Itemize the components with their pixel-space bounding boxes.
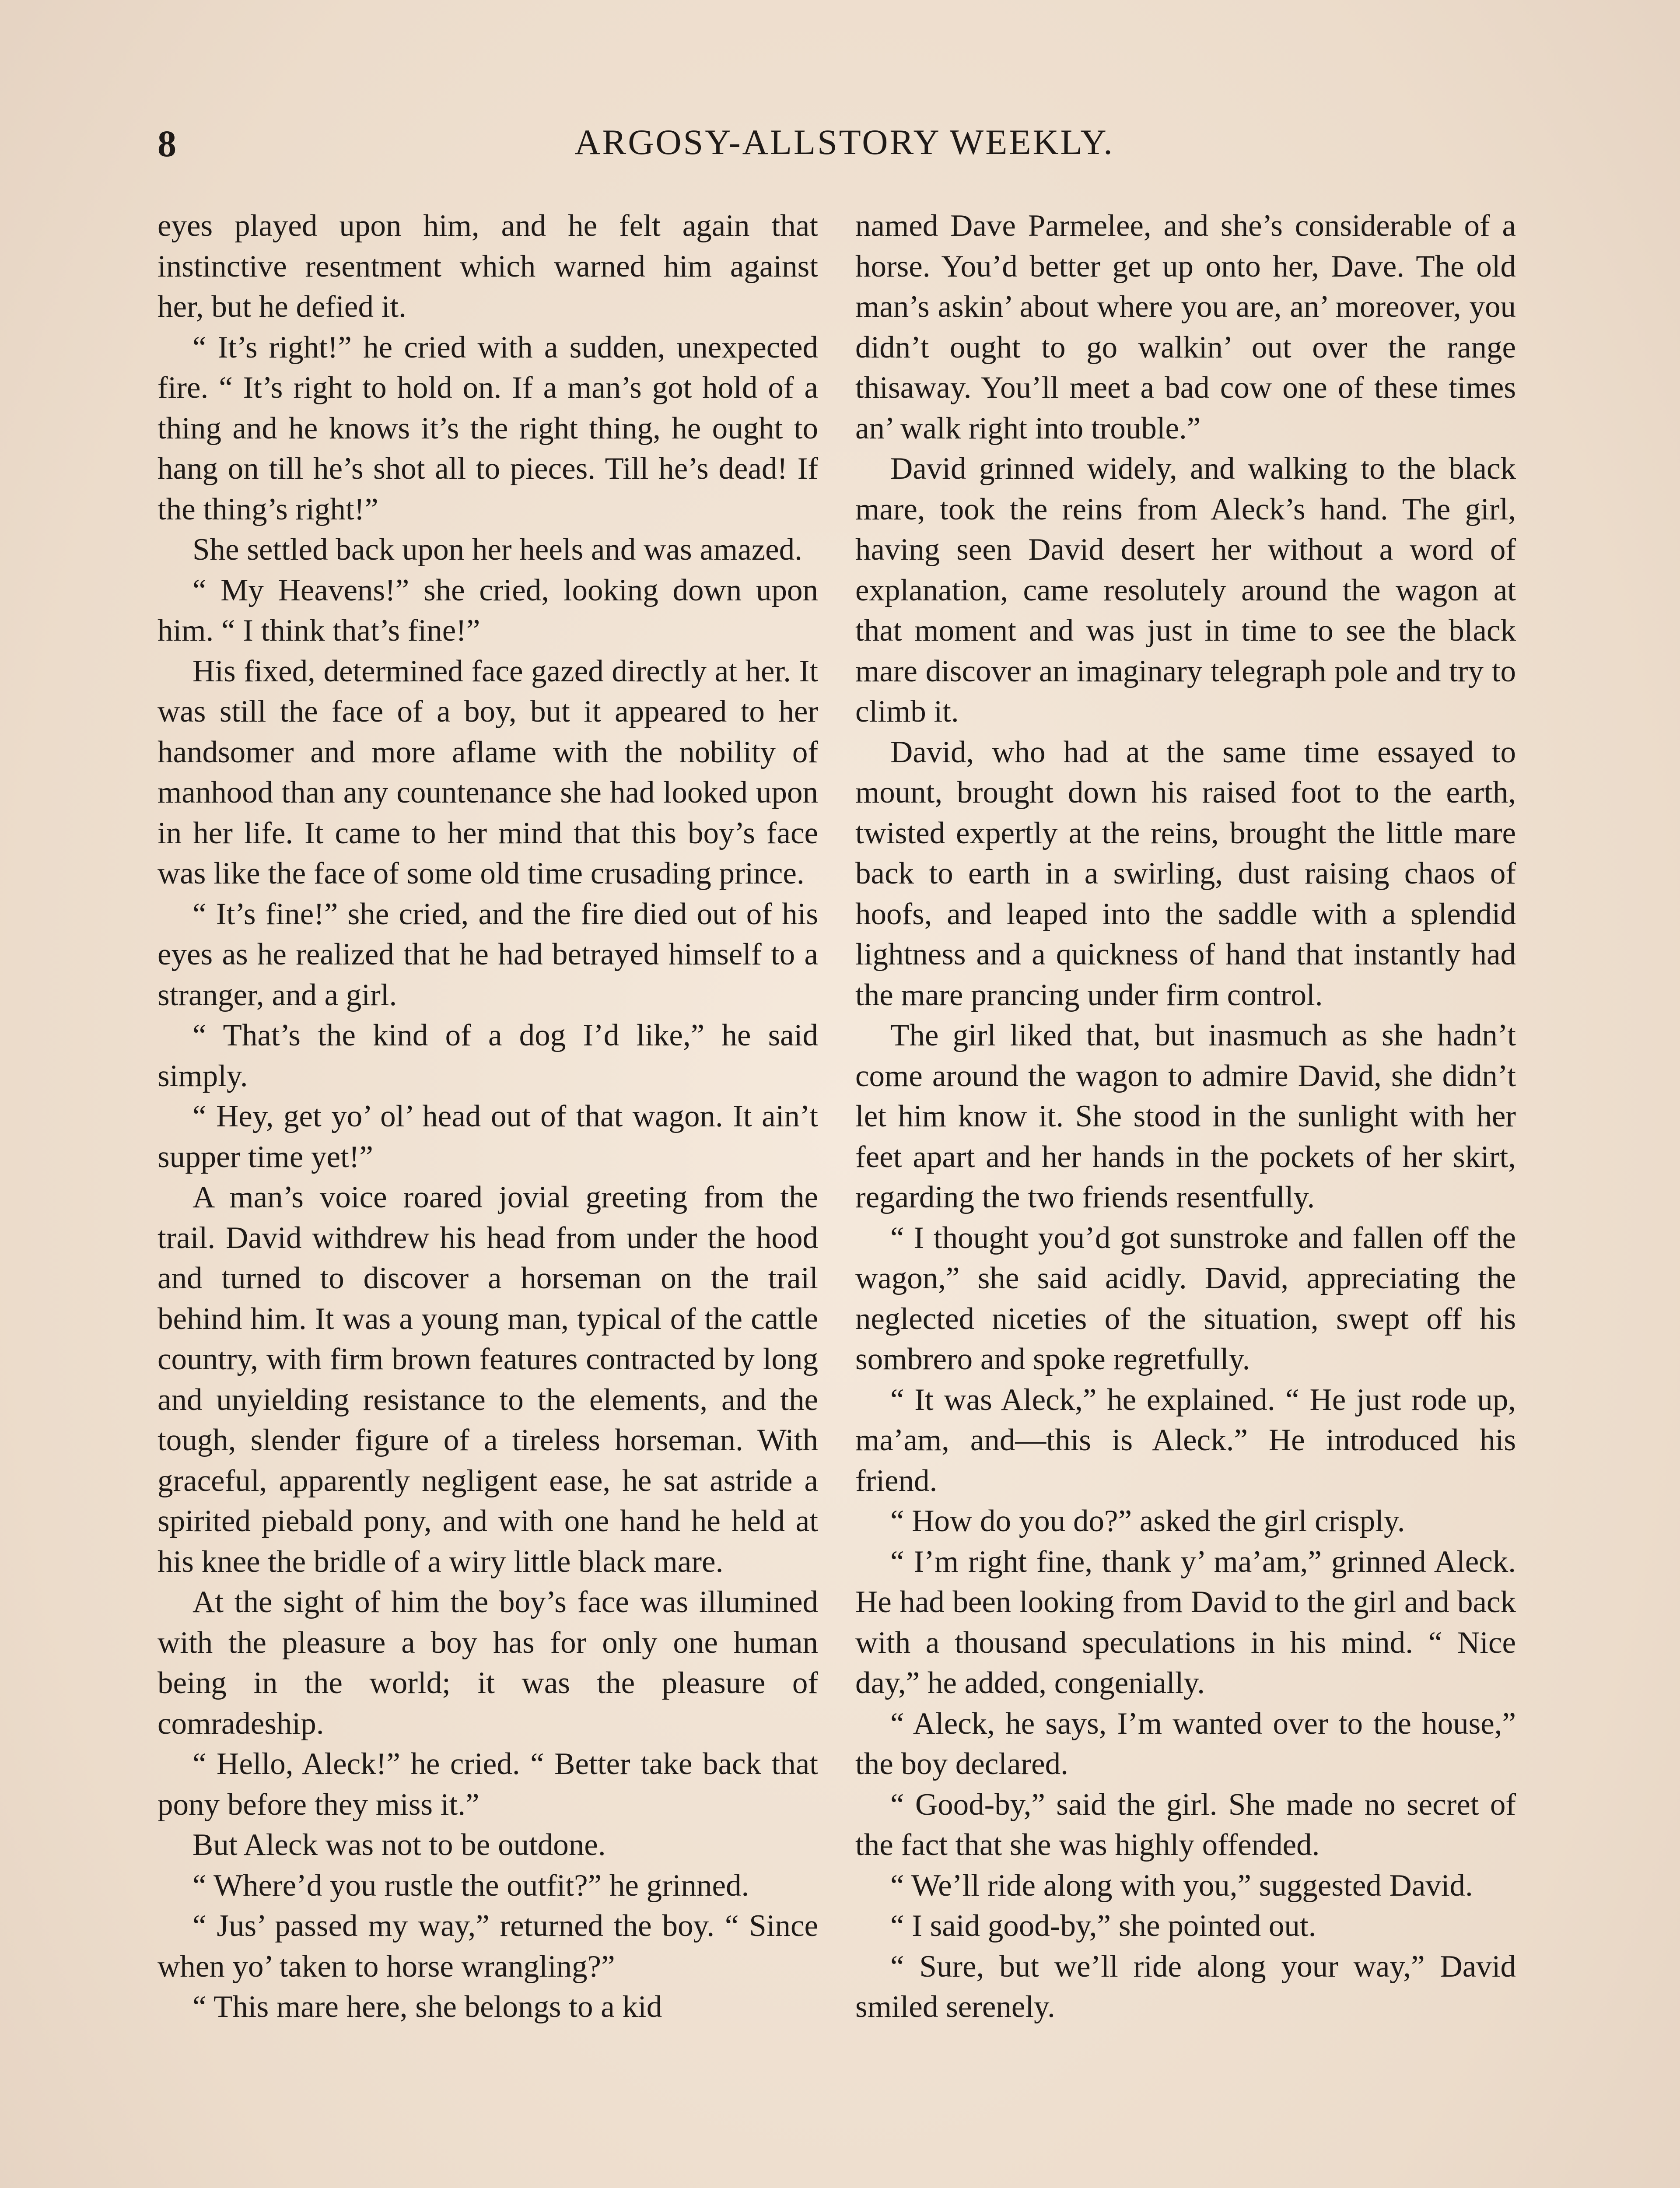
paragraph: But Aleck was not to be outdone. <box>192 1828 606 1862</box>
paragraph: “ We’ll ride along with you,” suggested David. <box>890 1868 1473 1903</box>
paragraph: eyes played upon him, and he felt again that instinctive resentment which warned him against her, but he defied it. <box>158 209 818 324</box>
paragraph: His fixed, determined face gazed directly at her. It was still the face of a boy, but it appeared to her handsomer and more aflame with the nobility of manhood than any countenance she had looked upon in her life. It came to her mind that this boy’s face was like the face of some old time crusading prince. <box>158 654 818 891</box>
paragraph: David grinned widely, and walking to the black mare, took the reins from Aleck’s hand. The girl, having seen David desert her without a word of explanation, came resolutely around the wagon at that moment and was just in time to see the black mare discover an imaginary telegraph pole and try to climb it. <box>855 452 1516 729</box>
paragraph: “ How do you do?” asked the girl crisply. <box>890 1504 1405 1538</box>
paragraph: “ It’s fine!” she cried, and the fire died out of his eyes as he realized that he had betrayed himself to a stranger, and a girl. <box>158 897 818 1012</box>
paragraph: She settled back upon her heels and was amazed. <box>192 533 802 567</box>
paragraph: named Dave Parmelee, and she’s considerable of a horse. You’d better get up onto her, Dave. The old man’s askin’ about where you are, an’ moreover, you didn’t ought to go walkin’ out over the range thisaway. You’ll meet a bad cow one of these times an’ walk right into trouble.” <box>855 209 1516 445</box>
paragraph: At the sight of him the boy’s face was illumined with the pleasure a boy has for only one human being in the world; it was the pleasure of comradeship. <box>158 1585 818 1741</box>
paragraph: “ My Heavens!” she cried, looking down upon him. “ I think that’s fine!” <box>158 573 818 648</box>
paragraph: “ I thought you’d got sunstroke and fallen off the wagon,” she said acidly. David, appreciating the neglected niceties of the situation, swept off his sombrero and spoke regretfully. <box>855 1220 1516 1376</box>
magazine-title: ARGOSY-ALLSTORY WEEKLY. <box>574 122 1114 162</box>
paragraph: “ That’s the kind of a dog I’d like,” he said simply. <box>158 1018 818 1093</box>
paragraph: A man’s voice roared jovial greeting from the trail. David withdrew his head from under the hood and turned to discover a horseman on the trail behind him. It was a young man, typical of the cattle country, with firm brown features contracted by long and unyielding resistance to the elements, and the tough, slender figure of a tireless horseman. With graceful, apparently negligent ease, he sat astride a spirited piebald pony, and with one hand he held at his knee the bridle of a wiry little black mare. <box>158 1180 818 1579</box>
paragraph: “ Sure, but we’ll ride along your way,” David smiled serenely. <box>855 1949 1516 2024</box>
paragraph: “ Good-by,” said the girl. She made no secret of the fact that she was highly offended. <box>855 1787 1516 1862</box>
paragraph: “ Hello, Aleck!” he cried. “ Better take back that pony before they miss it.” <box>158 1747 818 1822</box>
paragraph: “ It’s right!” he cried with a sudden, unexpected fire. “ It’s right to hold on. If a man’s got hold of a thing and he knows it’s the right thing, he ought to hang on till he’s shot all to pieces. Till he’s dead! If the thing’s right!” <box>158 330 818 526</box>
page-number: 8 <box>158 123 178 165</box>
paragraph: “ I’m right fine, thank y’ ma’am,” grinned Aleck. He had been looking from David to the girl and back with a thousand speculations in his mind. “ Nice day,” he added, congenially. <box>855 1544 1516 1700</box>
paragraph: “ I said good-by,” she pointed out. <box>890 1909 1316 1943</box>
paragraph: “ Aleck, he says, I’m wanted over to the house,” the boy declared. <box>855 1706 1516 1781</box>
paragraph: “ Hey, get yo’ ol’ head out of that wagon. It ain’t supper time yet!” <box>158 1099 818 1174</box>
paragraph: “ Where’d you rustle the outfit?” he grinned. <box>192 1868 749 1903</box>
left-column <box>158 206 818 2027</box>
right-column <box>855 206 1516 2027</box>
paragraph: “ It was Aleck,” he explained. “ He just rode up, ma’am, and—this is Aleck.” He introduced his friend. <box>855 1382 1516 1498</box>
page-header <box>158 122 1531 183</box>
paragraph: “ This mare here, she belongs to a kid <box>192 1990 662 2024</box>
paragraph: The girl liked that, but inasmuch as she hadn’t come around the wagon to admire David, she didn’t let him know it. She stood in the sunlight with her feet apart and her hands in the pockets of her skirt, regarding the two friends resentfully. <box>855 1018 1516 1214</box>
paragraph: David, who had at the same time essayed to mount, brought down his raised foot to the earth, twisted expertly at the reins, brought the little mare back to earth in a swirling, dust raising chaos of hoofs, and leaped into the saddle with a splendid lightness and a quickness of hand that instantly had the mare prancing under firm control. <box>855 735 1516 1012</box>
paragraph: “ Jus’ passed my way,” returned the boy. “ Since when yo’ taken to horse wrangling?” <box>158 1909 818 1984</box>
